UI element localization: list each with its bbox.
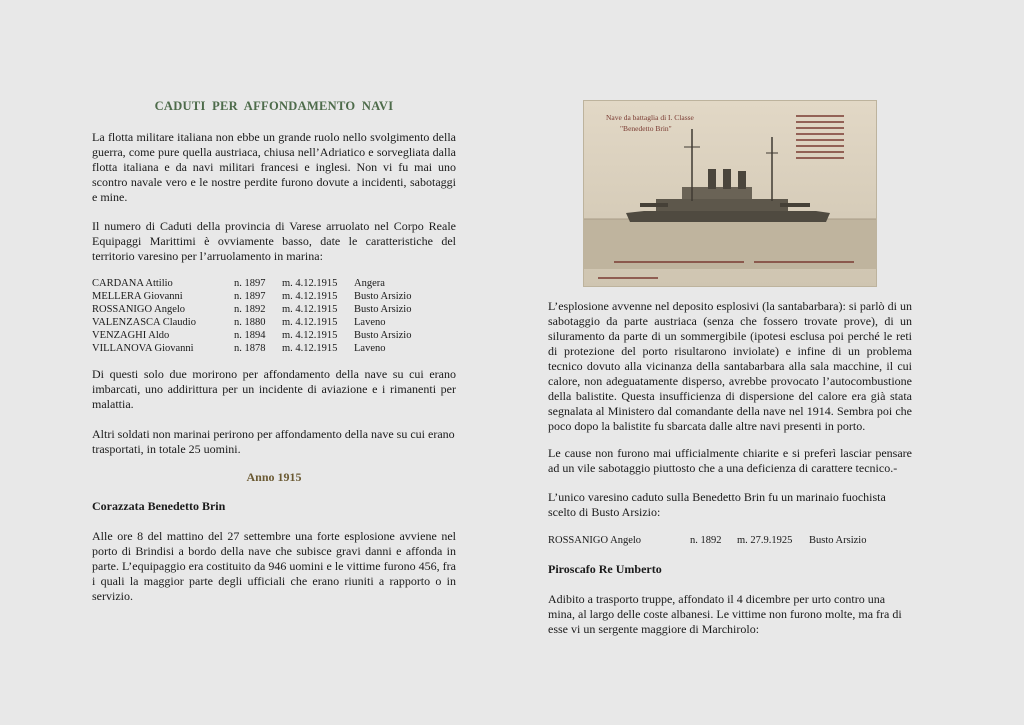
fallen-death: m. 4.12.1915 (282, 304, 338, 315)
photo-caption-title: Nave da battaglia di I. Classe (606, 113, 694, 122)
re-umberto-paragraph: Adibito a trasporto truppe, affondato il 4 dicembre per urto contro una mina, al largo delle coste albanesi. Le vittime non furono molte, ma fra di esse vi un sergente maggiore di Marchirolo: (548, 592, 902, 636)
fallen-name: CARDANA Attilio (92, 278, 173, 289)
fallen-name: VALENZASCA Claudio (92, 317, 196, 328)
fallen-name: ROSSANIGO Angelo (92, 304, 186, 315)
ship-heading: Corazzata Benedetto Brin (92, 499, 226, 513)
causes-paragraph: Di questi solo due morirono per affondamento della nave su cui erano imbarcati, uno addirittura per un incidente di aviazione e i rimanenti per malattia. (92, 367, 456, 411)
fallen-birth: n. 1897 (234, 278, 266, 289)
varesino-paragraph: L’unico varesino caduto sulla Benedetto Brin fu un marinaio fuochista scelto di Busto Arsizio: (548, 490, 886, 519)
right-page (548, 0, 912, 725)
fallen-death: m. 27.9.1925 (737, 535, 793, 546)
left-page (92, 0, 456, 725)
fallen-birth: n. 1894 (234, 330, 266, 341)
fallen-place: Laveno (354, 317, 386, 328)
section-title: CADUTI PER AFFONDAMENTO NAVI (154, 99, 394, 113)
other-soldiers-paragraph: Altri soldati non marinai perirono per affondamento della nave su cui erano trasportati, in totale 25 uomini. (92, 427, 455, 456)
fallen-death: m. 4.12.1915 (282, 330, 338, 341)
fallen-birth: n. 1892 (690, 535, 722, 546)
fallen-birth: n. 1878 (234, 343, 266, 354)
fallen-name: VILLANOVA Giovanni (92, 343, 194, 354)
fallen-death: m. 4.12.1915 (282, 278, 338, 289)
fallen-place: Busto Arsizio (809, 535, 867, 546)
fallen-place: Angera (354, 278, 385, 289)
fallen-birth: n. 1897 (234, 291, 266, 302)
intro-paragraph: La flotta militare italiana non ebbe un grande ruolo nello svolgimento della guerra, come pure quella austriaca, chiusa nell’Adriatico e sorvegliata dalla flotta italiana e da navi militari francesi e inglesi. Non vi fu mai uno scontro navale vero e le nostre perdite furono dovute a incidenti, sabotaggi e mine. (92, 130, 456, 204)
fallen-death: m. 4.12.1915 (282, 291, 338, 302)
fallen-place: Laveno (354, 343, 386, 354)
fallen-place: Busto Arsizio (354, 291, 412, 302)
fallen-name: VENZAGHI Aldo (92, 330, 170, 341)
fallen-birth: n. 1892 (234, 304, 266, 315)
fallen-place: Busto Arsizio (354, 330, 412, 341)
explosion-causes-paragraph: L’esplosione avvenne nel deposito esplosivi (la santabarbara): si parlò di un sabotaggio da parte austriaca (senza che fossero trovate prove), di un siluramento da parte di un sommergibile (ipotesi esclusa poi perché le reti di protezione del porto risultarono inviolate) e infine di un problema tecnico dovuto alla vicinanza della santabarbara alla sala macchine, il cui calore, non adeguatamente disperso, avrebbe provocato l’autocombustione della balistite. Questa insufficienza di dispersione del calore era già stata segnalata al Ministero dal comandante della nave nel 1914. Sembra poi che poco dopo la balistite fu sbarcata dalle altre navi presenti in porto. (548, 299, 912, 433)
official-causes-paragraph: Le cause non furono mai ufficialmente chiarite e si preferì lasciar pensare ad un vile sabotaggio piuttosto che a una deficienza di carattere tecnico.- (548, 446, 912, 475)
fallen-death: m. 4.12.1915 (282, 317, 338, 328)
fallen-birth: n. 1880 (234, 317, 266, 328)
fallen-name: MELLERA Giovanni (92, 291, 183, 302)
fallen-death: m. 4.12.1915 (282, 343, 338, 354)
fallen-place: Busto Arsizio (354, 304, 412, 315)
photo-caption-name: "Benedetto Brin" (620, 124, 672, 133)
ship-heading: Piroscafo Re Umberto (548, 562, 662, 576)
recruitment-paragraph: Il numero di Caduti della provincia di Varese arruolato nel Corpo Reale Equipaggi Marittimi è ovviamente basso, date le caratteristiche del territorio varesino per l’arruolamento in marina: (92, 219, 456, 263)
explosion-paragraph: Alle ore 8 del mattino del 27 settembre una forte esplosione avviene nel porto di Brindisi a bordo della nave che subisce gravi danni e affonda in parte. L’equipaggio era costituito da 946 uomini e le vittime furono 456, fra i quali la maggior parte degli ufficiali che erano riuniti a rapporto o in servizio. (92, 529, 456, 603)
year-heading: Anno 1915 (246, 470, 302, 484)
fallen-name: ROSSANIGO Angelo (548, 535, 642, 546)
